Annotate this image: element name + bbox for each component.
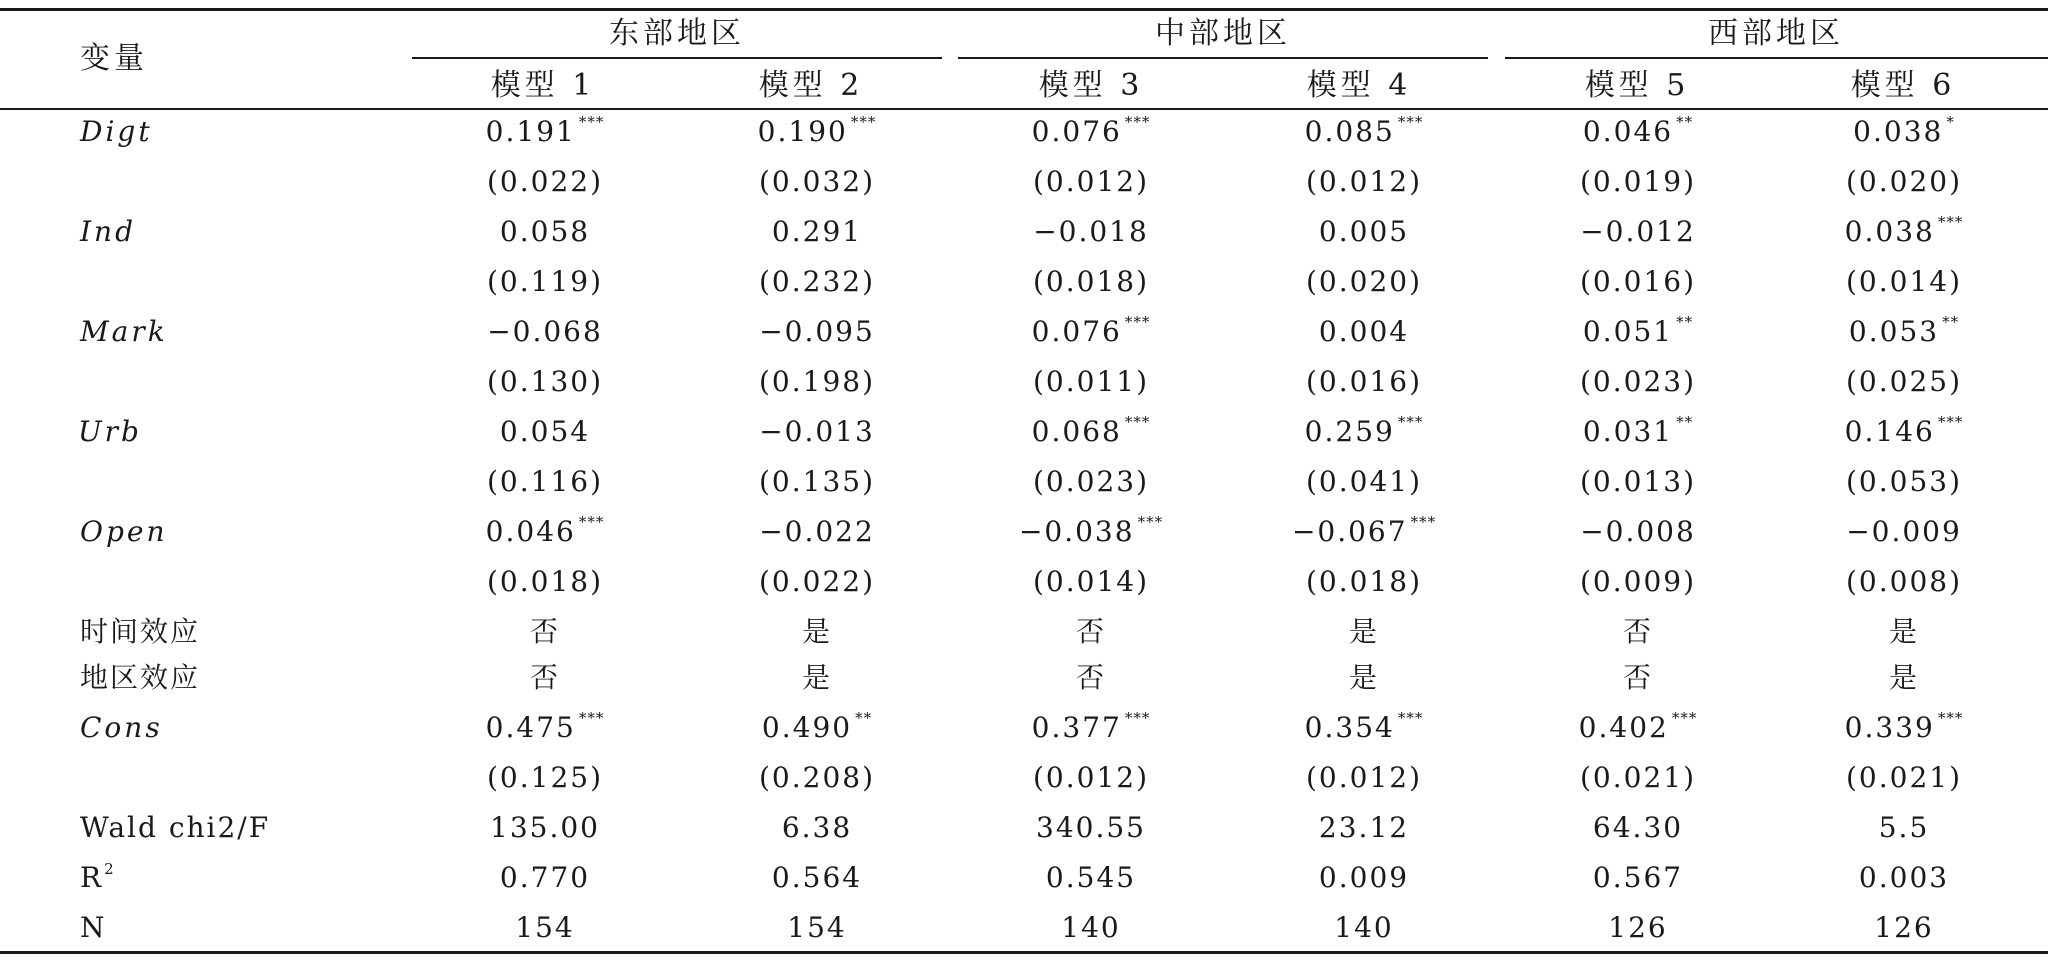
cell-value: (0.019) <box>1579 165 1697 198</box>
cell-value: (0.041) <box>1305 465 1423 498</box>
table-cell <box>1845 465 1963 498</box>
significance-stars: *** <box>850 113 877 131</box>
table-cell <box>486 165 604 198</box>
cell-value: 0.354 <box>1304 711 1395 744</box>
cell-value: −0.022 <box>759 515 875 548</box>
cell-value: (0.119) <box>486 265 604 298</box>
table-cell <box>1032 165 1150 198</box>
table-cell <box>758 565 876 598</box>
cell-value: 0.545 <box>1045 861 1137 894</box>
cell-value: 是 <box>1348 615 1380 648</box>
cell-value: 否 <box>1622 615 1654 648</box>
significance-stars: *** <box>1410 513 1437 531</box>
table-cell <box>1845 761 1963 794</box>
cell-value: 0.053 <box>1848 315 1940 348</box>
cell-value: 0.051 <box>1582 315 1674 348</box>
cell-value: 0.003 <box>1858 861 1950 894</box>
table-cell <box>759 315 875 348</box>
table-cell <box>758 265 876 298</box>
row-label: Digt <box>80 115 153 148</box>
table-cell <box>1031 313 1151 348</box>
cell-value: 0.475 <box>485 711 576 744</box>
table-cell <box>1579 265 1697 298</box>
table-cell <box>1305 365 1423 398</box>
cell-value: 否 <box>1622 661 1654 694</box>
cell-value: 0.191 <box>485 115 576 148</box>
cell-value: 126 <box>1608 911 1668 944</box>
row-label: Ind <box>80 215 137 248</box>
cell-value: 0.770 <box>499 861 591 894</box>
cell-value: 6.38 <box>781 811 853 844</box>
cell-value: (0.135) <box>758 465 876 498</box>
cell-value: 0.004 <box>1318 315 1410 348</box>
cell-value: 否 <box>529 661 561 694</box>
cell-value: 0.567 <box>1592 861 1684 894</box>
significance-stars: *** <box>578 113 605 131</box>
row-label: Open <box>80 515 168 548</box>
group-underline-east <box>412 57 942 59</box>
table-cell <box>1018 513 1164 548</box>
table-cell <box>1844 213 1964 248</box>
table-cell <box>1845 165 1963 198</box>
model-header: 模型 2 <box>758 68 864 103</box>
row-label: 时间效应 <box>80 615 201 648</box>
table-cell <box>801 615 833 648</box>
cell-value: 0.076 <box>1031 115 1122 148</box>
significance-stars: *** <box>1937 413 1964 431</box>
table-cell <box>486 265 604 298</box>
significance-stars: *** <box>578 513 605 531</box>
significance-stars: ** <box>1676 413 1694 431</box>
model-header: 模型 3 <box>1038 68 1144 103</box>
significance-stars: *** <box>1397 413 1424 431</box>
significance-stars: ** <box>1676 113 1694 131</box>
cell-value: 0.068 <box>1031 415 1122 448</box>
table-cell <box>1061 911 1121 944</box>
table-cell <box>1318 861 1410 894</box>
table-cell <box>485 113 605 148</box>
cell-value: 0.190 <box>757 115 848 148</box>
table-cell <box>1888 615 1920 648</box>
table-cell <box>1845 265 1963 298</box>
table-cell <box>1848 313 1960 348</box>
cell-value: −0.018 <box>1033 215 1149 248</box>
cell-value: 64.30 <box>1592 811 1684 844</box>
table-cell <box>1031 113 1151 148</box>
cell-value: −0.009 <box>1846 515 1962 548</box>
cell-value: (0.011) <box>1032 365 1150 398</box>
significance-stars: *** <box>578 709 605 727</box>
table-cell <box>1888 661 1920 694</box>
cell-value: (0.116) <box>486 465 604 498</box>
cell-value: 140 <box>1061 911 1121 944</box>
cell-value: 是 <box>1888 615 1920 648</box>
table-cell <box>787 911 847 944</box>
cell-value: 是 <box>801 615 833 648</box>
table-cell <box>1032 761 1150 794</box>
cell-value: (0.130) <box>486 365 604 398</box>
cell-value: 0.146 <box>1844 415 1935 448</box>
cell-value: 0.339 <box>1844 711 1935 744</box>
row-label: 地区效应 <box>80 661 201 694</box>
cell-value: 23.12 <box>1318 811 1410 844</box>
cell-value: 0.038 <box>1844 215 1935 248</box>
table-cell <box>1305 565 1423 598</box>
cell-value: (0.023) <box>1579 365 1697 398</box>
cell-value: (0.012) <box>1305 761 1423 794</box>
row-label: Urb <box>78 415 142 448</box>
table-cell <box>1608 911 1668 944</box>
cell-value: (0.021) <box>1579 761 1697 794</box>
row-label: N <box>80 911 107 944</box>
table-cell <box>1334 911 1394 944</box>
group-header-east: 东部地区 <box>609 16 745 51</box>
cell-value: −0.095 <box>759 315 875 348</box>
cell-value: 5.5 <box>1878 811 1930 844</box>
table-cell <box>486 365 604 398</box>
table-cell <box>1580 515 1696 548</box>
table-cell <box>1592 811 1684 844</box>
table-cell <box>1348 661 1380 694</box>
cell-value: (0.025) <box>1845 365 1963 398</box>
table-cell <box>515 911 575 944</box>
table-cell <box>1304 413 1424 448</box>
cell-value: 135.00 <box>490 811 600 844</box>
cell-value: 154 <box>515 911 575 944</box>
cell-value: (0.018) <box>1305 565 1423 598</box>
group-header-central: 中部地区 <box>1155 16 1291 51</box>
cell-value: (0.012) <box>1032 761 1150 794</box>
row-label-superscript: 2 <box>104 860 116 878</box>
model-header: 模型 1 <box>490 68 596 103</box>
table-cell <box>487 315 603 348</box>
table-cell <box>499 215 591 248</box>
cell-value: −0.013 <box>759 415 875 448</box>
table-cell <box>1348 615 1380 648</box>
header-rule <box>0 108 2048 110</box>
table-cell <box>1318 315 1410 348</box>
variable-header: 变量 <box>80 41 148 76</box>
cell-value: 是 <box>1888 661 1920 694</box>
table-cell <box>486 565 604 598</box>
group-header-west: 西部地区 <box>1708 16 1844 51</box>
table-cell <box>1305 165 1423 198</box>
table-cell <box>758 761 876 794</box>
cell-value: (0.053) <box>1845 465 1963 498</box>
significance-stars: *** <box>1124 709 1151 727</box>
table-cell <box>499 861 591 894</box>
table-cell <box>1578 709 1698 744</box>
model-header: 模型 5 <box>1584 68 1690 103</box>
table-cell <box>1305 761 1423 794</box>
table-cell <box>1579 565 1697 598</box>
table-cell <box>1622 615 1654 648</box>
cell-value: 0.046 <box>1582 115 1674 148</box>
table-cell <box>1858 861 1950 894</box>
cell-value: 否 <box>1075 615 1107 648</box>
cell-value: 是 <box>801 661 833 694</box>
table-cell <box>1579 365 1697 398</box>
table-cell <box>1318 215 1410 248</box>
cell-value: 0.005 <box>1318 215 1410 248</box>
cell-value: 0.564 <box>771 861 863 894</box>
table-cell <box>759 515 875 548</box>
table-cell <box>758 365 876 398</box>
table-cell <box>1579 165 1697 198</box>
table-cell <box>486 465 604 498</box>
table-cell <box>758 465 876 498</box>
table-cell <box>1579 761 1697 794</box>
table-cell <box>1031 709 1151 744</box>
table-cell <box>486 761 604 794</box>
table-cell <box>1032 465 1150 498</box>
table-cell <box>1579 465 1697 498</box>
significance-stars: *** <box>1124 113 1151 131</box>
cell-value: 126 <box>1874 911 1934 944</box>
table-cell <box>1075 661 1107 694</box>
row-label: Mark <box>80 315 168 348</box>
cell-value: 0.291 <box>771 215 863 248</box>
cell-value: (0.022) <box>758 565 876 598</box>
cell-value: 0.402 <box>1578 711 1669 744</box>
cell-value: (0.022) <box>486 165 604 198</box>
cell-value: (0.014) <box>1845 265 1963 298</box>
table-cell <box>490 811 600 844</box>
table-cell <box>1844 709 1964 744</box>
table-cell <box>485 709 605 744</box>
table-cell <box>757 113 877 148</box>
table-cell <box>1844 413 1964 448</box>
table-cell <box>1036 811 1146 844</box>
significance-stars: *** <box>1671 709 1698 727</box>
cell-value: (0.208) <box>758 761 876 794</box>
table-cell <box>1032 365 1150 398</box>
table-cell <box>758 165 876 198</box>
cell-value: (0.018) <box>1032 265 1150 298</box>
significance-stars: * <box>1946 113 1955 131</box>
cell-value: −0.012 <box>1580 215 1696 248</box>
cell-value: (0.032) <box>758 165 876 198</box>
cell-value: 0.058 <box>499 215 591 248</box>
table-cell <box>1582 113 1694 148</box>
table-cell <box>499 415 591 448</box>
cell-value: (0.013) <box>1579 465 1697 498</box>
table-cell <box>1874 911 1934 944</box>
cell-value: −0.068 <box>487 315 603 348</box>
table-cell <box>771 215 863 248</box>
table-cell <box>1304 709 1424 744</box>
cell-value: −0.008 <box>1580 515 1696 548</box>
table-cell <box>1853 113 1955 148</box>
table-cell <box>1592 861 1684 894</box>
cell-value: 否 <box>1075 661 1107 694</box>
cell-value: 0.046 <box>485 515 576 548</box>
cell-value: −0.038 <box>1018 515 1135 548</box>
cell-value: 0.490 <box>761 711 853 744</box>
top-rule <box>0 8 2048 11</box>
table-cell <box>1845 365 1963 398</box>
cell-value: (0.020) <box>1305 265 1423 298</box>
model-header: 模型 4 <box>1306 68 1412 103</box>
table-cell <box>1305 265 1423 298</box>
table-cell <box>1878 811 1930 844</box>
table-cell <box>801 661 833 694</box>
cell-value: (0.012) <box>1305 165 1423 198</box>
bottom-rule <box>0 951 2048 954</box>
table-cell <box>1075 615 1107 648</box>
model-header: 模型 6 <box>1850 68 1956 103</box>
table-cell <box>1031 413 1151 448</box>
table-cell <box>771 861 863 894</box>
table-cell <box>529 661 561 694</box>
cell-value: 0.085 <box>1304 115 1395 148</box>
table-cell <box>781 811 853 844</box>
table-cell <box>1291 513 1437 548</box>
table-cell <box>759 415 875 448</box>
cell-value: (0.009) <box>1579 565 1697 598</box>
cell-value: (0.198) <box>758 365 876 398</box>
significance-stars: *** <box>1937 213 1964 231</box>
row-label: $R^2$ <box>80 860 116 894</box>
cell-value: (0.008) <box>1845 565 1963 598</box>
table-cell <box>1582 413 1694 448</box>
cell-value: 0.009 <box>1318 861 1410 894</box>
row-label: Wald chi2/F <box>80 811 271 844</box>
table-cell <box>761 709 873 744</box>
cell-value: 154 <box>787 911 847 944</box>
cell-value: 0.076 <box>1031 315 1122 348</box>
significance-stars: *** <box>1397 709 1424 727</box>
table-cell <box>1033 215 1149 248</box>
cell-value: (0.021) <box>1845 761 1963 794</box>
table-cell <box>485 513 605 548</box>
group-underline-west <box>1505 57 2048 59</box>
cell-value: (0.016) <box>1579 265 1697 298</box>
table-cell <box>1304 113 1424 148</box>
cell-value: (0.023) <box>1032 465 1150 498</box>
table-cell <box>1305 465 1423 498</box>
significance-stars: *** <box>1397 113 1424 131</box>
table-cell <box>529 615 561 648</box>
cell-value: (0.020) <box>1845 165 1963 198</box>
significance-stars: *** <box>1137 513 1164 531</box>
significance-stars: *** <box>1124 413 1151 431</box>
table-cell <box>1580 215 1696 248</box>
cell-value: (0.018) <box>486 565 604 598</box>
cell-value: 340.55 <box>1036 811 1146 844</box>
table-cell <box>1032 565 1150 598</box>
cell-value: 是 <box>1348 661 1380 694</box>
table-cell <box>1622 661 1654 694</box>
cell-value: 0.038 <box>1853 115 1944 148</box>
cell-value: (0.012) <box>1032 165 1150 198</box>
cell-value: (0.232) <box>758 265 876 298</box>
cell-value: −0.067 <box>1291 515 1408 548</box>
table-cell <box>1582 313 1694 348</box>
cell-value: 否 <box>529 615 561 648</box>
table-cell <box>1845 565 1963 598</box>
cell-value: 0.054 <box>499 415 591 448</box>
significance-stars: ** <box>855 709 873 727</box>
cell-value: (0.016) <box>1305 365 1423 398</box>
significance-stars: ** <box>1942 313 1960 331</box>
cell-value: 0.031 <box>1582 415 1674 448</box>
cell-value: 0.259 <box>1304 415 1395 448</box>
cell-value: (0.125) <box>486 761 604 794</box>
group-underline-central <box>958 57 1488 59</box>
cell-value: 0.377 <box>1031 711 1122 744</box>
significance-stars: *** <box>1937 709 1964 727</box>
table-cell <box>1045 861 1137 894</box>
cell-value: 140 <box>1334 911 1394 944</box>
table-cell <box>1032 265 1150 298</box>
row-label: Cons <box>80 711 163 744</box>
cell-value: (0.014) <box>1032 565 1150 598</box>
table-cell <box>1846 515 1962 548</box>
table-cell <box>1318 811 1410 844</box>
significance-stars: *** <box>1124 313 1151 331</box>
significance-stars: ** <box>1676 313 1694 331</box>
